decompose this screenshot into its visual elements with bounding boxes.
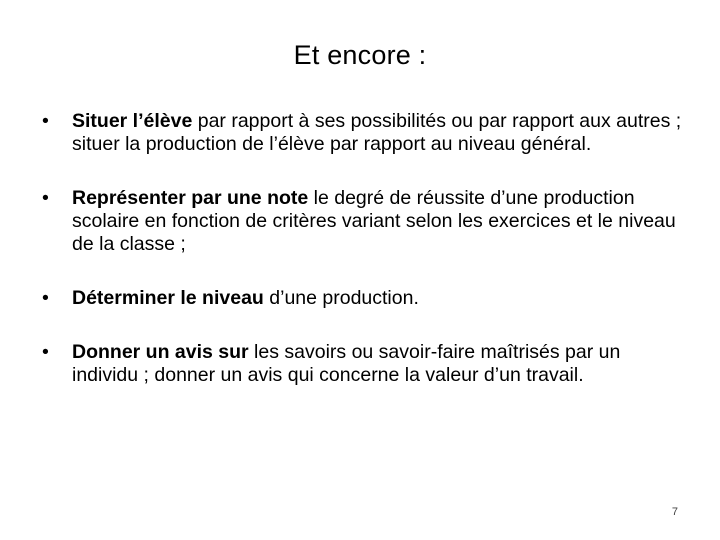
bullet-item xyxy=(38,341,688,387)
slide-title: Et encore : xyxy=(293,40,427,70)
bullet-bold-text: Situer l’élève xyxy=(72,110,193,132)
bullet-dot: • xyxy=(42,110,49,132)
page-number: 7 xyxy=(671,506,678,518)
bullet-bold-text: Donner un avis sur xyxy=(72,341,249,363)
bullet-dot: • xyxy=(42,341,49,363)
bullet-list xyxy=(38,110,688,418)
bullet-dot: • xyxy=(42,287,49,309)
bullet-text: les savoirs ou savoir-faire maîtrisés par un individu ; donner un avis qui concerne la valeur d’un travail. xyxy=(72,341,621,386)
bullet-bold-text: Représenter par une note xyxy=(72,187,309,209)
bullet-dot: • xyxy=(42,187,49,209)
bullet-bold-text: Déterminer le niveau xyxy=(72,287,264,309)
bullet-text: d’une production. xyxy=(263,287,419,309)
bullet-text: par rapport à ses possibilités ou par rapport aux autres ; situer la production de l’élève par rapport au niveau général. xyxy=(72,110,682,155)
bullet-item xyxy=(38,287,688,310)
bullet-item xyxy=(38,187,688,256)
bullet-item xyxy=(38,110,688,156)
bullet-text: le degré de réussite d’une production scolaire en fonction de critères variant selon les exercices et le niveau de la classe ; xyxy=(72,187,676,255)
